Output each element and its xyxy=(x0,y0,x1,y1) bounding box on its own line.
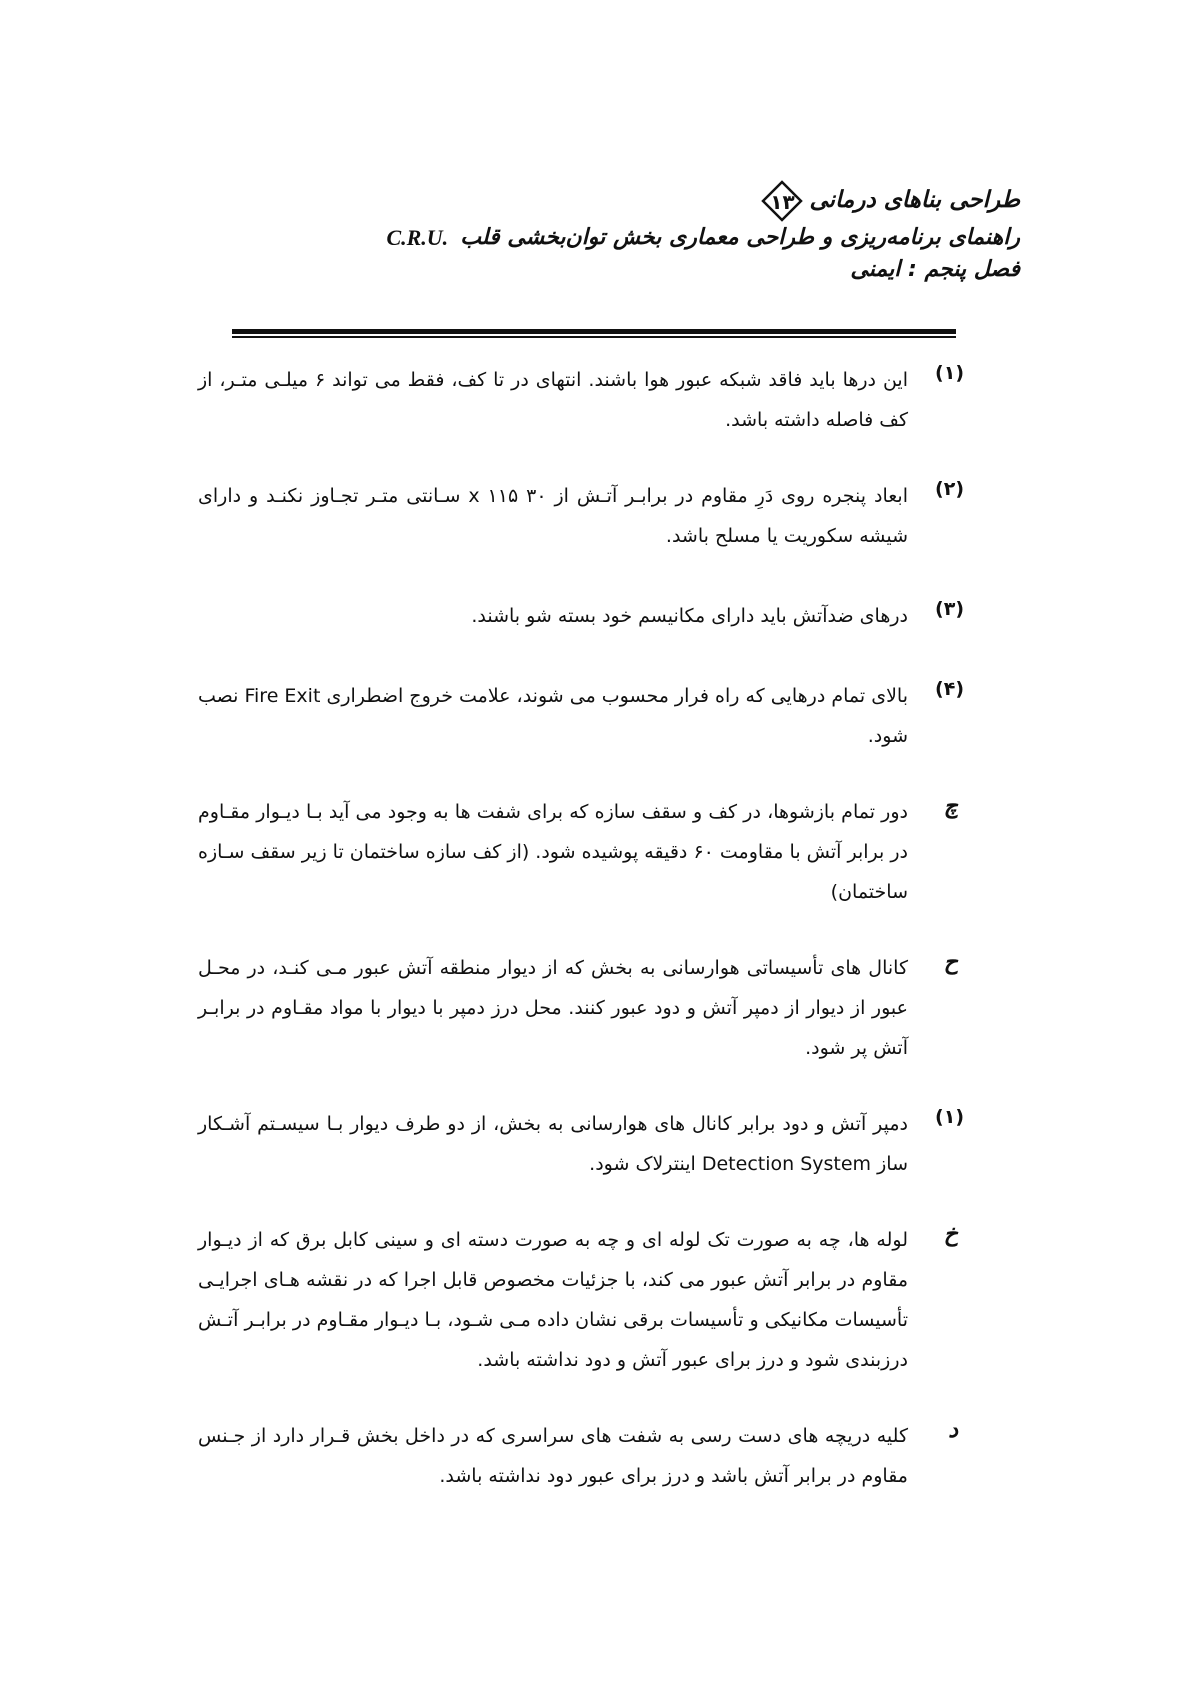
item-text: ابعاد پنجره روی دَرِ مقاوم در برابـر آتـش از ۳۰ x ۱۱۵ سـانتی متـر تجـاوز نکنـد و دارای شیشه سکوریت یا مسلح باشد. xyxy=(198,485,908,547)
item-marker: (۴) xyxy=(935,678,964,700)
item-text: درهای ضدآتش باید دارای مکانیسم خود بسته شو باشند. xyxy=(471,605,908,627)
item-marker: (۳) xyxy=(935,598,964,620)
item-marker: ح xyxy=(943,950,958,975)
page-number: ۱۳ xyxy=(770,190,795,214)
item-marker: (۱) xyxy=(935,1106,964,1128)
item-marker: خ xyxy=(943,1222,958,1247)
item-marker: (۱) xyxy=(935,362,964,384)
page-content xyxy=(178,360,978,1532)
header-subtitle-latin: C.R.U. xyxy=(386,225,449,250)
header-rule-thin xyxy=(232,336,956,338)
list-item xyxy=(178,676,978,756)
item-text: کانال های تأسیساتی هوارسانی به بخش که از دیوار منطقه آتش عبور مـی کنـد، در محـل عبور از دیوار از دمپر آتش و دود عبور کنند. محل درز دمپر با دیوار با مواد مقـاوم در برابـر آتش پر شود. xyxy=(198,957,908,1059)
list-item xyxy=(178,792,978,912)
list-item xyxy=(178,1104,978,1184)
item-text: این درها باید فاقد شبکه عبور هوا باشند. انتهای در تا کف، فقط می تواند ۶ میلـی متـر، از کف فاصله داشته باشد. xyxy=(198,369,908,431)
item-text: بالای تمام درهایی که راه فرار محسوب می شوند، علامت خروج اضطراری Fire Exit نصب شود. xyxy=(198,685,908,747)
header-subtitle: راهنمای برنامه‌ریزی و طراحی معماری بخش توان‌بخشی قلب xyxy=(460,225,1020,250)
item-text: دور تمام بازشوها، در کف و سقف سازه که برای شفت ها به وجود می آید بـا دیـوار مقـاوم در برابر آتش با مقاومت ۶۰ دقیقه پوشیده شود. (از کف سازه ساختمان تا زیر سقف سـازه ساختمان) xyxy=(198,801,908,903)
chapter-title: فصل پنجم : ایمنی xyxy=(850,256,1020,282)
header-subtitle-line xyxy=(200,222,1020,254)
item-text: دمپر آتش و دود برابر کانال های هوارسانی به بخش، از دو طرف دیوار بـا سیسـتم آشـکار ساز Detection System اینترلاک شود. xyxy=(198,1113,908,1175)
page-number-badge xyxy=(761,180,803,222)
item-marker: (۲) xyxy=(935,478,964,500)
item-text: کلیه دریچه های دست رسی به شفت های سراسری که در داخل بخش قـرار دارد از جـنس مقاوم در برابر آتش باشد و درز برای عبور دود نداشته باشد. xyxy=(198,1425,908,1487)
list-item xyxy=(178,1220,978,1380)
list-item xyxy=(178,1416,978,1496)
item-marker: د xyxy=(948,1418,958,1443)
header-title: طراحی بناهای درمانی xyxy=(809,187,1020,214)
list-item xyxy=(178,360,978,440)
header-chapter-line xyxy=(200,254,1020,286)
item-text: لوله ها، چه به صورت تک لوله ای و چه به صورت دسته ای و سینی کابل برق که از دیـوار مقاوم در برابر آتش عبور می کند، با جزئیات مخصوص قابل اجرا که در نقشه هـای اجرایـی تأسیسات مکانیکی و تأسیسات برقی نشان داده مـی شـود، بـا دیـوار مقـاوم در برابـر آتـش درزبندی شود و درز برای عبور آتش و دود نداشته باشد. xyxy=(198,1229,908,1371)
list-item xyxy=(178,476,978,556)
header-title-line xyxy=(200,180,1020,222)
list-item xyxy=(178,596,978,636)
page-header xyxy=(200,180,1020,286)
header-rule-thick xyxy=(232,329,956,334)
item-marker: چ xyxy=(943,794,958,819)
list-item xyxy=(178,948,978,1068)
